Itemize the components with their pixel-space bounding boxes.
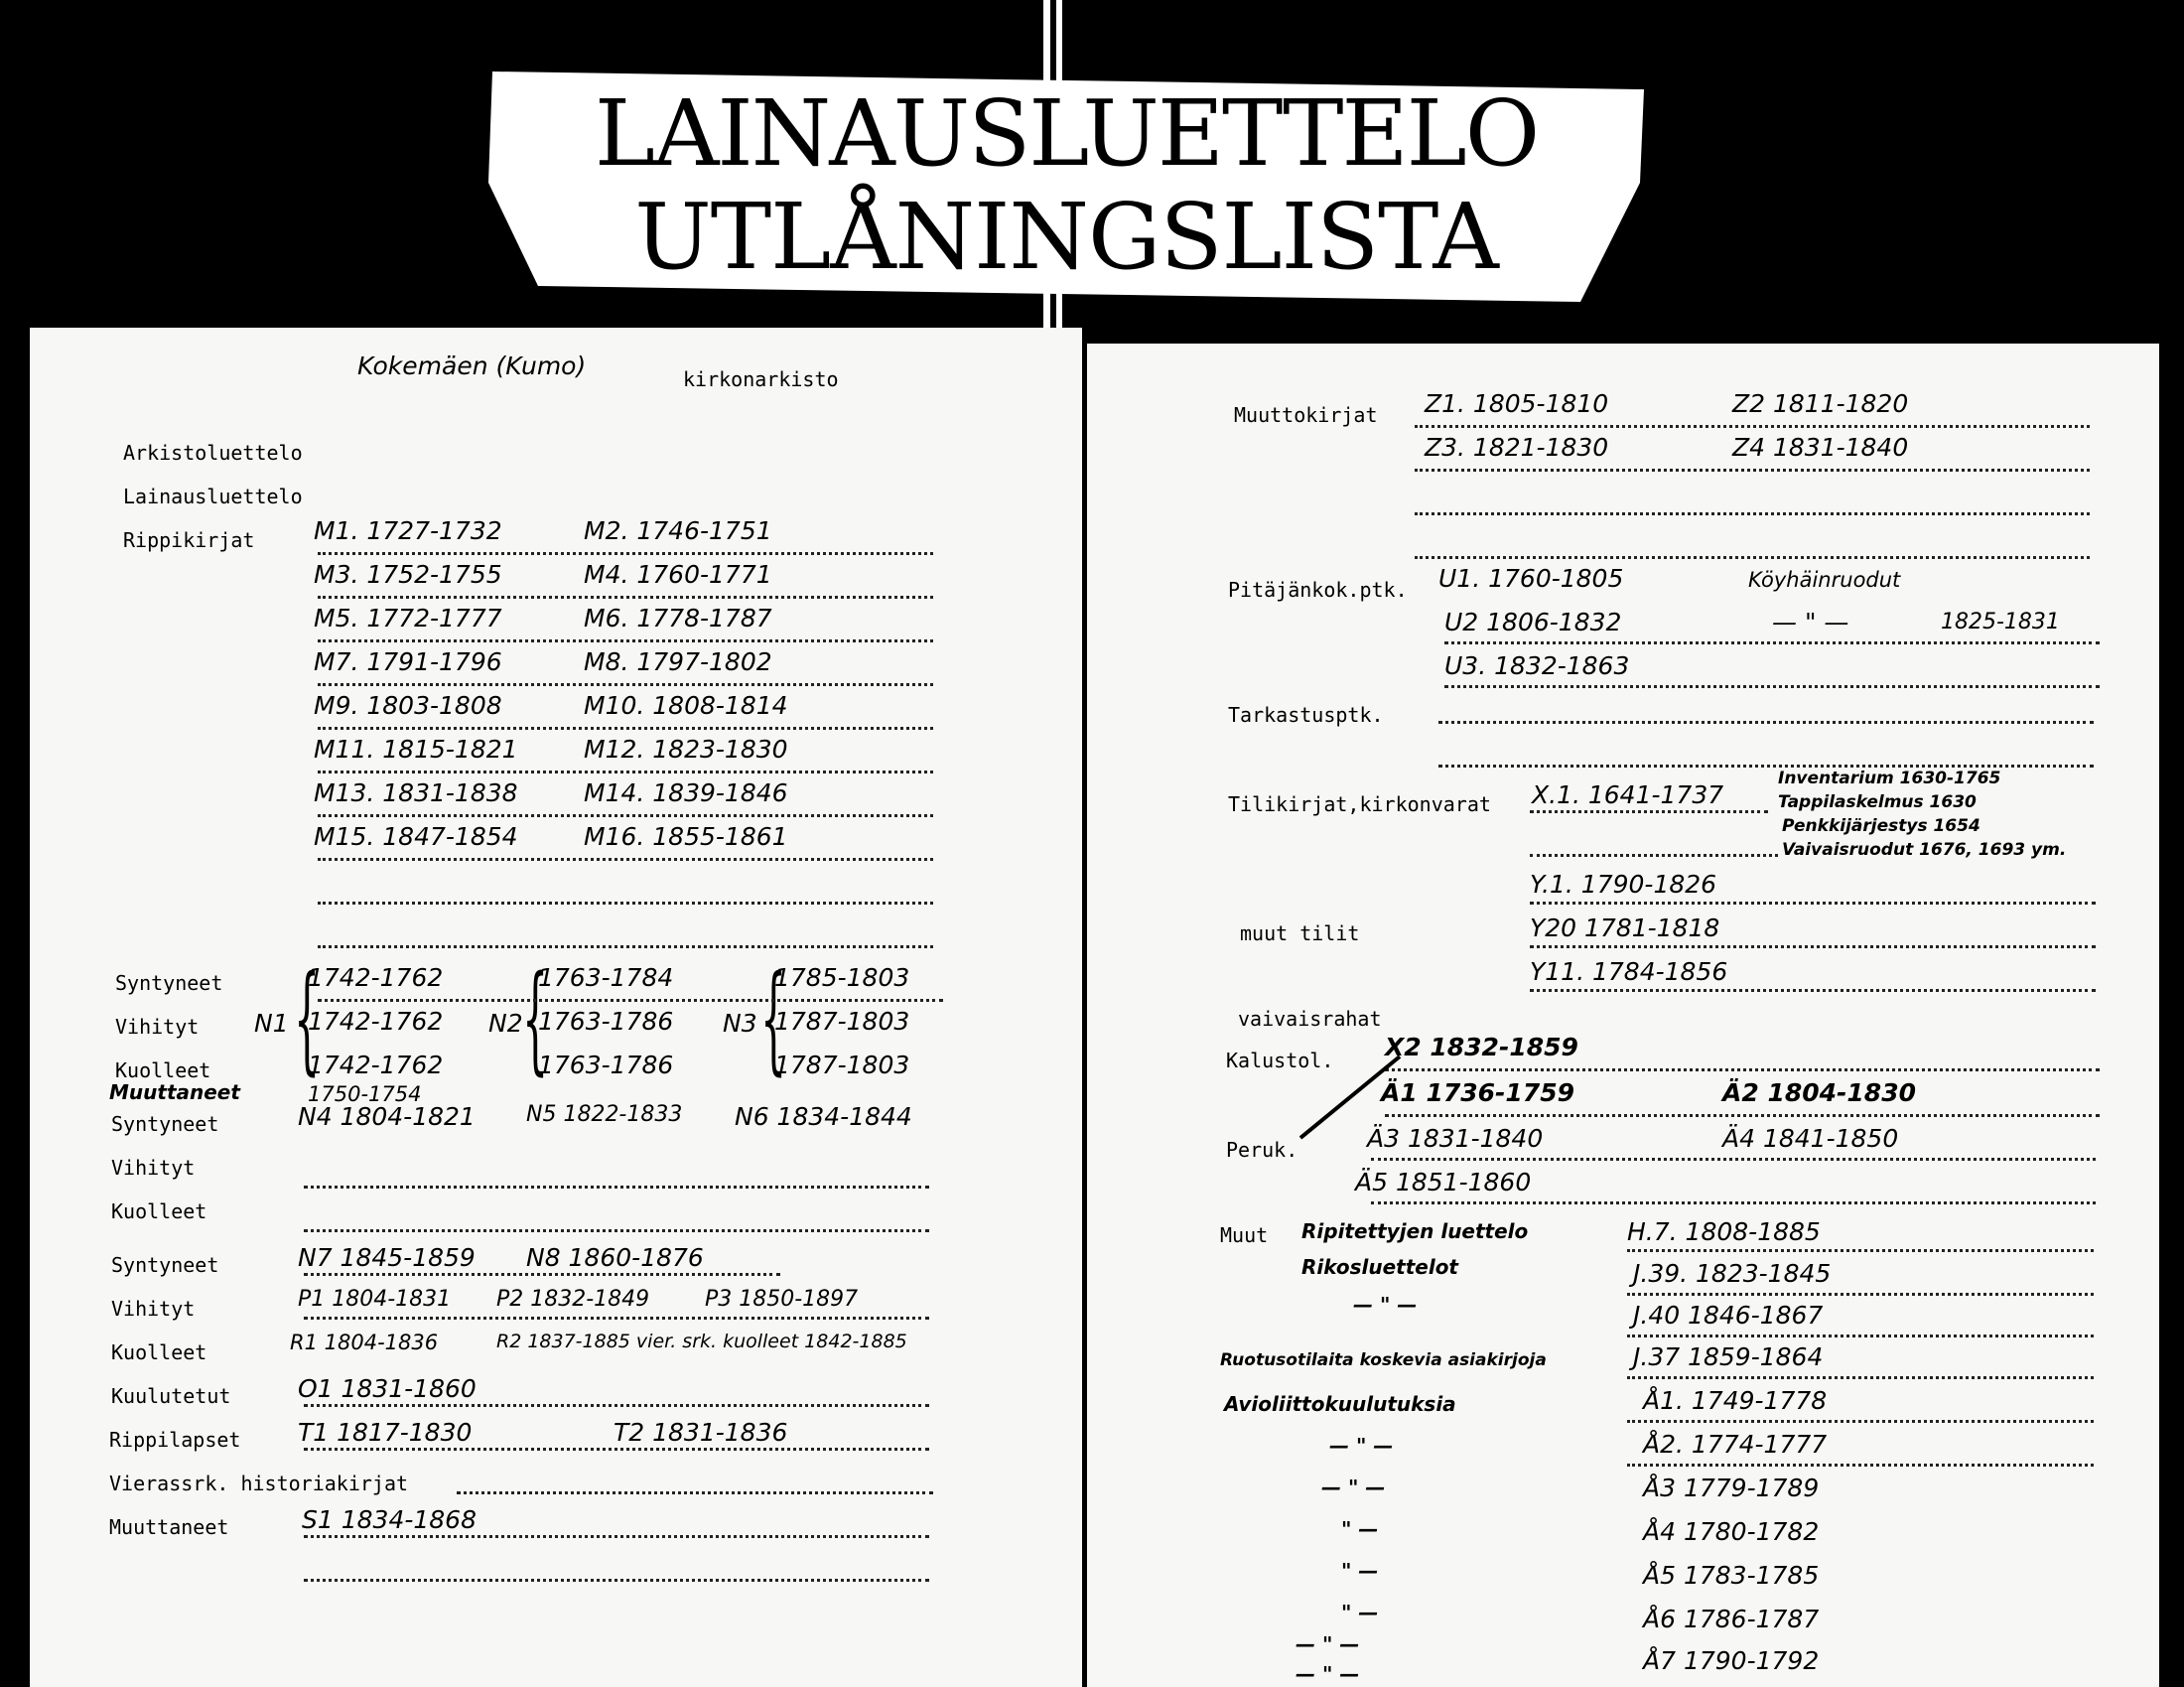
list-item: 1763-1784 [538,963,674,992]
list-item: 1742-1762 [308,1007,444,1036]
lainausluettelo-label: Lainausluettelo [123,485,303,508]
list-item: P1 1804-1831 [298,1287,452,1312]
kuolleet-label: Kuolleet [111,1199,207,1223]
ditto-mark: — " — [1321,1476,1386,1499]
list-item: X2 1832-1859 [1385,1033,1578,1061]
dotted-line [1438,765,2094,768]
list-item: Z1. 1805-1810 [1425,389,1609,418]
list-item: M7. 1791-1796 [314,647,502,676]
list-item: Å1. 1749-1778 [1643,1386,1828,1415]
brace-n3: { [760,949,787,1086]
dotted-line [1385,1068,2100,1071]
list-item: U3. 1832-1863 [1444,651,1630,680]
n1-label: N1 [254,1009,289,1038]
vaivaisruodut-note: Vaivaisruodut 1676, 1693 ym. [1782,840,2067,860]
list-item: O1 1831-1860 [298,1374,477,1403]
list-item: Ä5 1851-1860 [1355,1168,1532,1196]
list-item: M8. 1797-1802 [584,647,772,676]
list-item: X.1. 1641-1737 [1532,780,1724,809]
n3-label: N3 [723,1009,757,1038]
list-item: Y11. 1784-1856 [1530,957,1728,986]
muut-tilit-label: muut tilit [1240,921,1360,945]
list-item: M4. 1760-1771 [584,560,772,589]
list-item: Å6 1786-1787 [1643,1605,1820,1633]
ripitettyjen-label: Ripitettyjen luettelo [1301,1219,1529,1243]
syntyneet-label: Syntyneet [111,1112,219,1136]
list-item: Z3. 1821-1830 [1425,433,1609,462]
dotted-line [1530,945,2096,948]
dotted-line [1415,425,2090,428]
list-item: M16. 1855-1861 [584,822,788,851]
list-item: 1825-1831 [1941,610,2060,634]
kalustol-label: Kalustol. [1226,1049,1334,1072]
n2-label: N2 [488,1009,523,1038]
list-item: M10. 1808-1814 [584,691,788,720]
peruk-label: Peruk. [1226,1138,1298,1162]
vaivaisrahat-label: vaivaisrahat [1238,1007,1382,1031]
ditto-mark: " — [1341,1559,1379,1583]
left-page [30,328,1082,1687]
tarkastusptk-label: Tarkastusptk. [1228,703,1384,727]
kuolleet-label: Kuolleet [111,1340,207,1364]
dotted-line [318,639,933,642]
dotted-line [304,1448,929,1451]
penkkijarjestys-note: Penkkijärjestys 1654 [1782,816,1980,836]
dotted-line [318,858,933,861]
list-item: 1742-1762 [308,963,444,992]
dotted-line [304,1229,929,1232]
ditto-mark: — " — [1296,1662,1360,1686]
dotted-line [318,727,933,730]
dotted-line [457,1491,933,1494]
dotted-line [304,1579,929,1582]
title-banner [488,71,1644,302]
list-item: Å5 1783-1785 [1643,1561,1820,1590]
ditto-mark: " — [1341,1517,1379,1541]
dotted-line [304,1317,929,1320]
kuulutetut-label: Kuulutetut [111,1384,231,1408]
list-item: 1787-1803 [774,1051,910,1079]
list-item: M9. 1803-1808 [314,691,502,720]
dotted-line [1530,854,1778,857]
list-item: Ä2 1804-1830 [1722,1078,1916,1107]
list-item: J.39. 1823-1845 [1633,1259,1832,1288]
banner-title-finnish: LAINAUSLUETTELO [594,80,1539,187]
list-item: 1785-1803 [774,963,910,992]
ditto-mark: — " — [1353,1293,1418,1317]
dotted-line [1627,1335,2094,1337]
list-item: H.7. 1808-1885 [1627,1217,1821,1246]
dotted-line [1530,902,2096,905]
dotted-line [318,902,933,905]
list-item: U1. 1760-1805 [1438,564,1624,593]
dotted-line [1415,556,2090,559]
list-item: N6 1834-1844 [735,1102,912,1131]
dotted-line [318,945,933,948]
list-item: Å3 1779-1789 [1643,1474,1820,1502]
dotted-line [304,1273,780,1276]
banner-title-swedish: UTLÅNINGSLISTA [634,184,1498,290]
list-item: T1 1817-1830 [298,1418,473,1447]
list-item: 1787-1803 [774,1007,910,1036]
ditto-mark: — " — [1772,608,1849,636]
tappilaskelmus-note: Tappilaskelmus 1630 [1778,792,1977,812]
dotted-line [1385,1114,2100,1117]
list-item: Z4 1831-1840 [1732,433,1909,462]
dotted-line [318,771,933,773]
koyhainruodut-label: Köyhäinruodut [1748,568,1901,592]
brace-n2: { [522,949,549,1086]
inventarium-note: Inventarium 1630-1765 [1778,769,2001,788]
list-item: N8 1860-1876 [526,1243,704,1272]
ditto-mark: — " — [1296,1632,1360,1656]
list-item: N4 1804-1821 [298,1102,476,1131]
list-item: 1763-1786 [538,1007,674,1036]
list-item: U2 1806-1832 [1444,608,1622,636]
rippikirjat-label: Rippikirjat [123,528,255,552]
avioliitto-label: Avioliittokuulutuksia [1224,1392,1456,1416]
dotted-line [1627,1293,2094,1296]
list-item: Å4 1780-1782 [1643,1517,1820,1546]
dotted-line [1444,685,2100,688]
list-item: M15. 1847-1854 [314,822,518,851]
list-item: Ä4 1841-1850 [1722,1124,1899,1153]
list-item: M6. 1778-1787 [584,604,772,633]
muuttaneet-handwritten-label: Muuttaneet [109,1080,240,1104]
pitajankok-label: Pitäjänkok.ptk. [1228,578,1408,602]
dotted-line [1438,721,2094,724]
muuttaneet-label: Muuttaneet [109,1515,229,1539]
list-item: N7 1845-1859 [298,1243,476,1272]
archive-label: kirkonarkisto [683,367,839,391]
list-item: T2 1831-1836 [614,1418,788,1447]
dotted-line [1530,989,2096,992]
list-item: R1 1804-1836 [290,1331,439,1354]
list-item: Y20 1781-1818 [1530,914,1720,942]
list-item: 1742-1762 [308,1051,444,1079]
list-item: J.37 1859-1864 [1633,1342,1824,1371]
dotted-line [304,1404,929,1407]
ditto-mark: — " — [1329,1434,1394,1458]
list-item: R2 1837-1885 vier. srk. kuolleet 1842-1885 [496,1331,907,1352]
vihityt-label: Vihityt [111,1297,196,1321]
list-item: Å2. 1774-1777 [1643,1430,1828,1459]
list-item: M2. 1746-1751 [584,516,772,545]
dotted-line [318,596,933,599]
list-item: P2 1832-1849 [496,1287,650,1312]
list-item: Z2 1811-1820 [1732,389,1909,418]
dotted-line [1627,1376,2094,1379]
list-item: M13. 1831-1838 [314,778,518,807]
dotted-line [1627,1464,2094,1467]
dotted-line [1627,1249,2094,1252]
list-item: P3 1850-1897 [705,1287,859,1312]
brace-n1: { [294,949,321,1086]
list-item: M3. 1752-1755 [314,560,502,589]
dotted-line [1371,1201,2096,1204]
list-item: Ä1 1736-1759 [1381,1078,1574,1107]
kuolleet-label: Kuolleet [115,1058,211,1082]
dotted-line [1415,469,2090,472]
dotted-line [304,1535,929,1538]
list-item: S1 1834-1868 [302,1505,477,1534]
list-item: Å7 1790-1792 [1643,1646,1820,1675]
ditto-mark: " — [1341,1601,1379,1624]
rippilapset-label: Rippilapset [109,1428,241,1452]
list-item: 1763-1786 [538,1051,674,1079]
dotted-line [318,999,943,1002]
vihityt-label: Vihityt [115,1015,200,1039]
muuttokirjat-label: Muuttokirjat [1234,403,1378,427]
dotted-line [1627,1420,2094,1423]
dotted-line [1415,512,2090,515]
list-item: 1750-1754 [308,1082,422,1106]
list-item: J.40 1846-1867 [1633,1301,1824,1330]
syntyneet-label: Syntyneet [111,1253,219,1277]
dotted-line [304,1186,929,1189]
dotted-line [1530,810,1768,813]
parish-name: Kokemäen (Kumo) [357,351,587,380]
ruotusotilaita-label: Ruotusotilaita koskevia asiakirjoja [1220,1350,1547,1370]
right-page [1087,344,2159,1687]
dotted-line [318,552,933,555]
list-item: Y.1. 1790-1826 [1530,870,1717,899]
list-item: Ä3 1831-1840 [1367,1124,1544,1153]
dotted-line [318,683,933,686]
dotted-line [318,814,933,817]
arkistoluettelo-label: Arkistoluettelo [123,441,303,465]
vihityt-label: Vihityt [111,1156,196,1180]
vierassrk-label: Vierassrk. historiakirjat [109,1472,409,1495]
list-item: M1. 1727-1732 [314,516,502,545]
list-item: M5. 1772-1777 [314,604,502,633]
list-item: N5 1822-1833 [526,1102,683,1127]
list-item: M12. 1823-1830 [584,735,788,764]
tilikirjat-label: Tilikirjat,kirkonvarat [1228,792,1491,816]
list-item: M14. 1839-1846 [584,778,788,807]
syntyneet-label: Syntyneet [115,971,223,995]
muut-label: Muut [1220,1223,1269,1247]
rikosluettelot-label: Rikosluettelot [1301,1255,1458,1279]
dotted-line [1371,1158,2096,1161]
dotted-line [1444,641,2100,644]
list-item: M11. 1815-1821 [314,735,518,764]
